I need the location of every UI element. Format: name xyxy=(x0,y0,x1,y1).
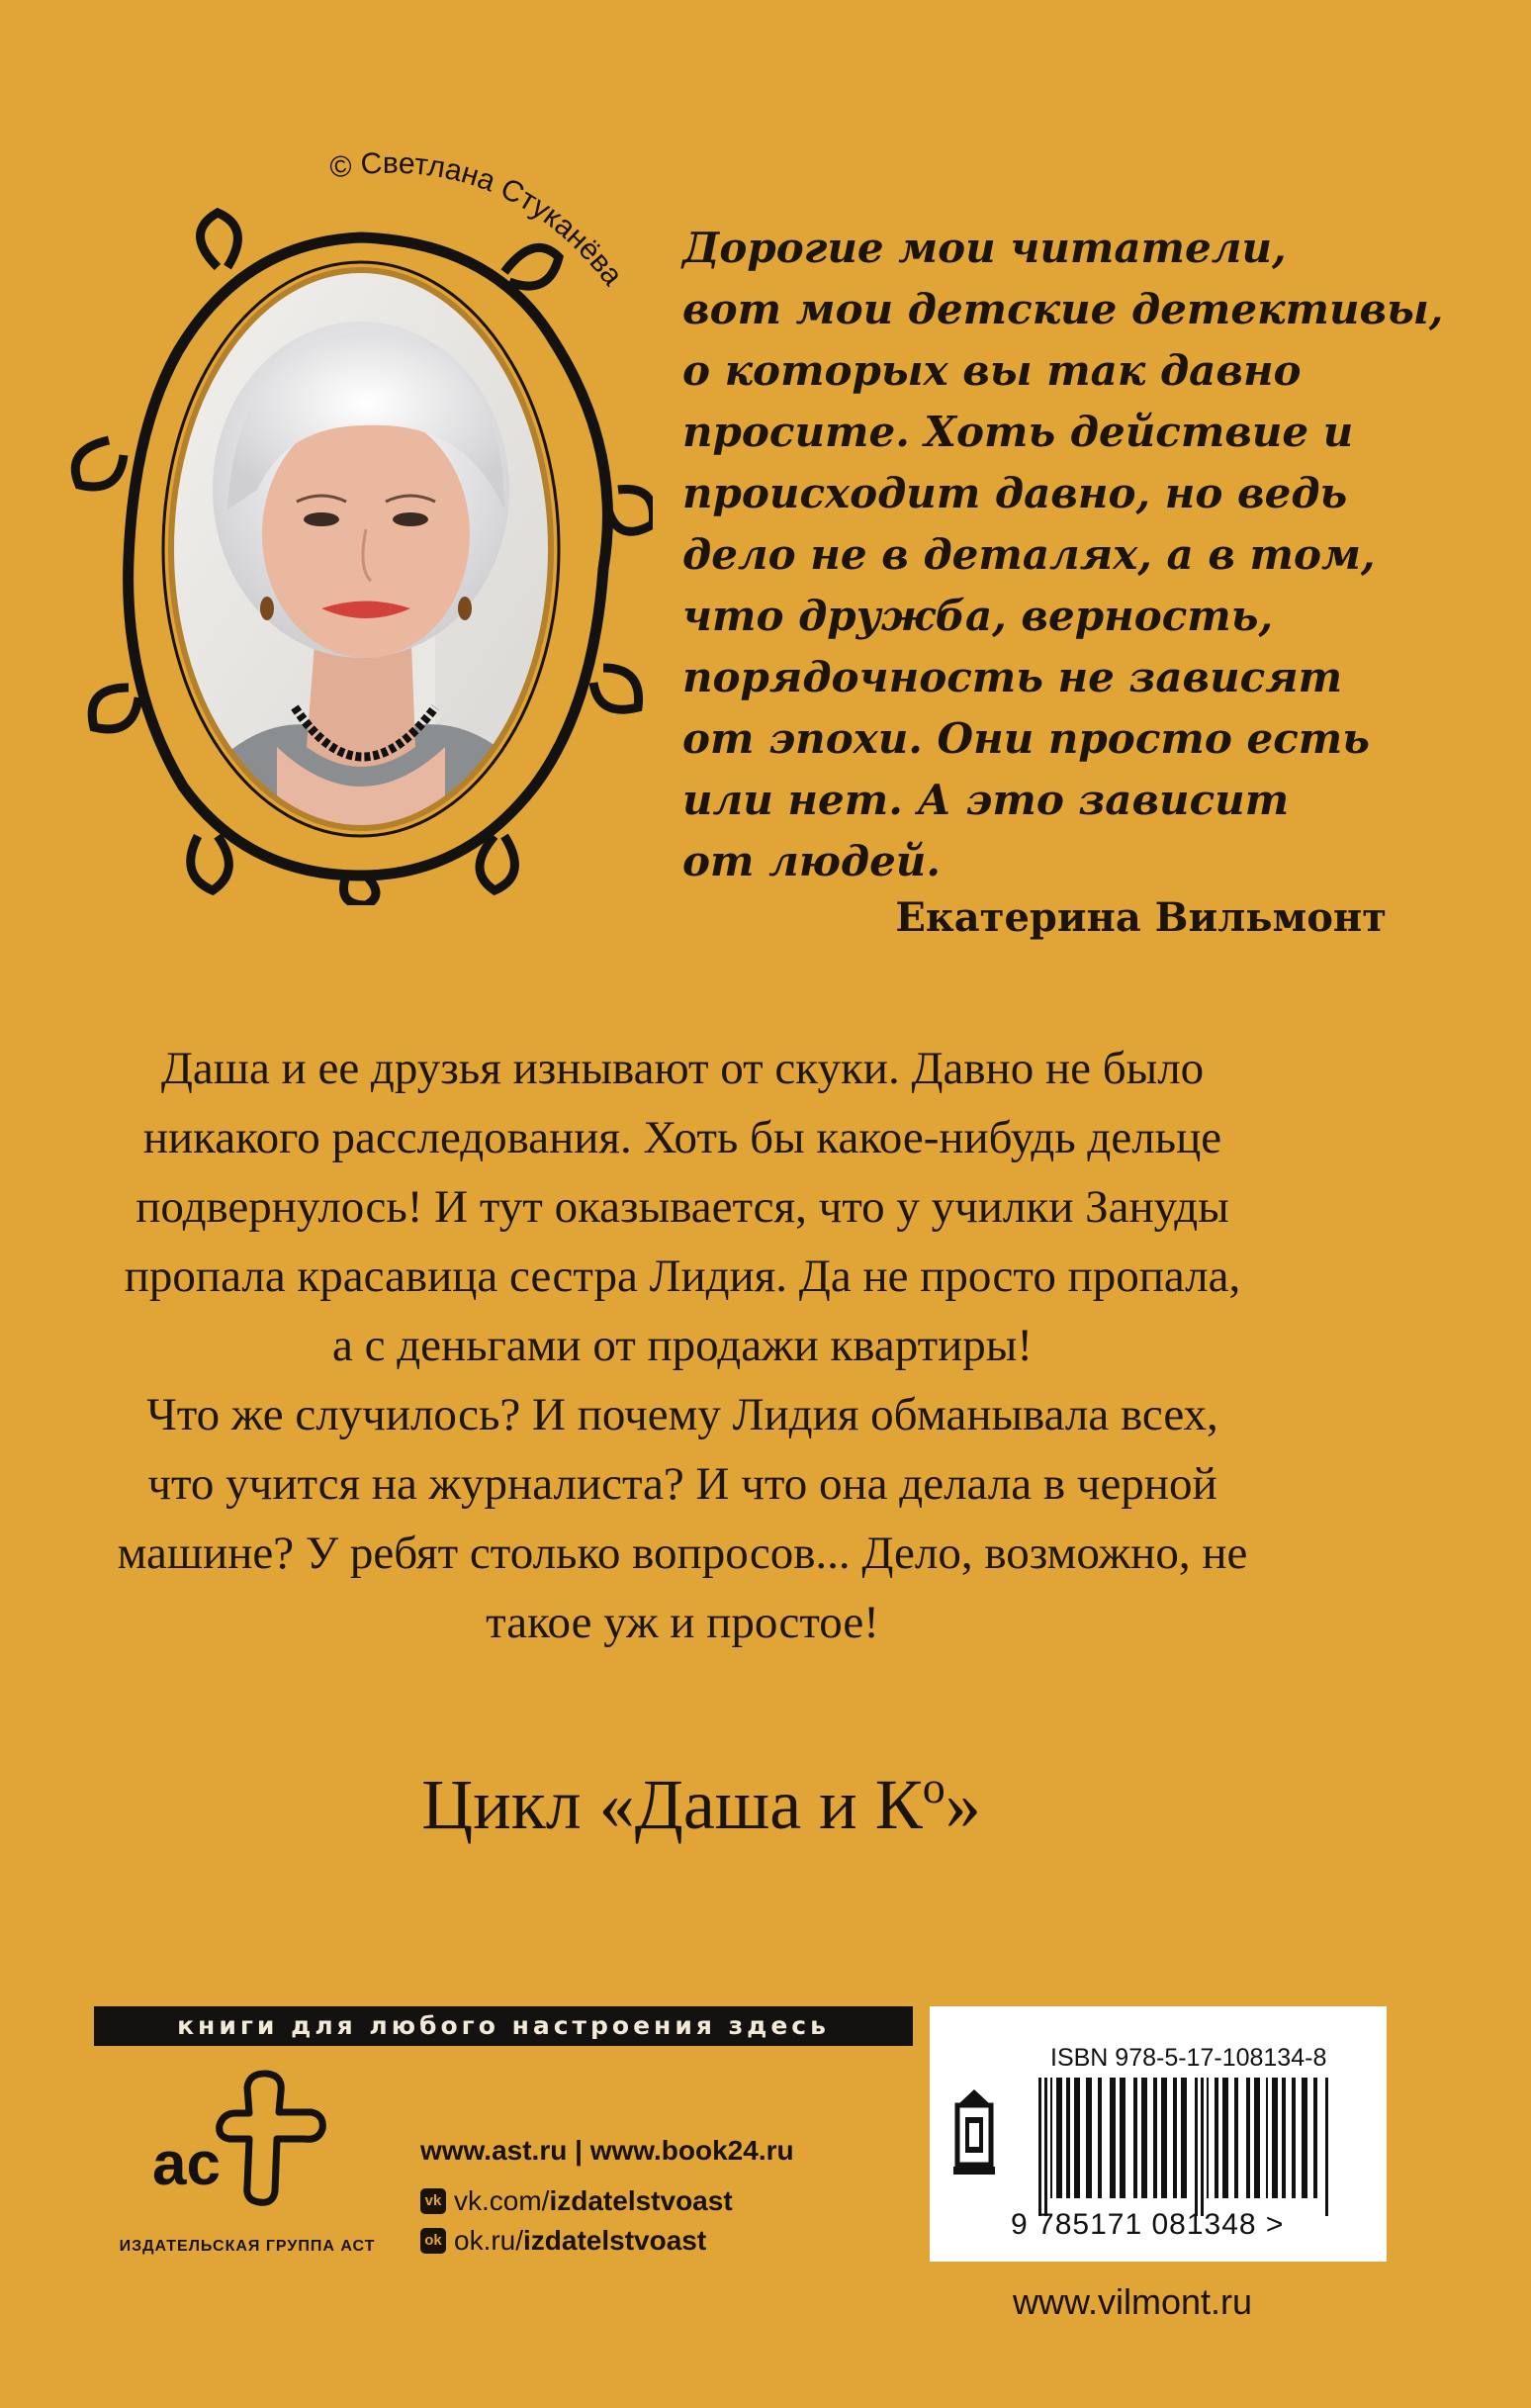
barcode-bar xyxy=(1173,2078,1177,2198)
lantern-icon xyxy=(949,2087,999,2182)
series-title-text: Цикл «Даша и К xyxy=(421,1765,923,1844)
barcode-bar xyxy=(1313,2078,1317,2198)
barcode-bar xyxy=(1044,2078,1047,2216)
barcode-bar xyxy=(1292,2078,1296,2198)
publisher-websites[interactable]: www.ast.ru | www.book24.ru xyxy=(420,2135,794,2166)
barcode-bar xyxy=(1153,2078,1157,2198)
barcode-bar xyxy=(1098,2078,1102,2198)
annotation-line: машине? У ребят столько вопросов... Дело, возможно, не xyxy=(117,1528,1248,1579)
ast-logo xyxy=(138,2068,326,2206)
barcode-bar xyxy=(1195,2078,1198,2216)
barcode-bar xyxy=(1254,2078,1260,2198)
quote-line: от эпохи. Они просто есть xyxy=(682,714,1370,763)
barcode-bar xyxy=(1056,2078,1062,2198)
author-portrait xyxy=(69,193,653,905)
quote-line: вот мои детские детективы, xyxy=(682,285,1444,333)
barcode-bar xyxy=(1120,2078,1126,2198)
promo-banner: книги для любого настроения здесь xyxy=(94,2006,913,2046)
social-prefix: ok.ru/ xyxy=(454,2225,524,2256)
barcode-bar xyxy=(1086,2078,1092,2198)
barcode-bar xyxy=(1161,2078,1167,2198)
social-prefix: vk.com/ xyxy=(454,2185,550,2216)
barcode-bar xyxy=(1325,2078,1328,2216)
ast-logo-text: ac xyxy=(152,2130,221,2198)
barcode-bar xyxy=(1302,2078,1307,2198)
barcode-bar xyxy=(1181,2078,1187,2198)
quote-line: дело не в деталях, а в том, xyxy=(682,530,1376,579)
barcode-bar xyxy=(1266,2078,1268,2198)
barcode-bar xyxy=(1234,2078,1238,2198)
quote-line: от людей. xyxy=(682,837,941,885)
annotation-line: Даша и ее друзья изнывают от скуки. Давно не было xyxy=(160,1043,1205,1094)
quote-line: просите. Хоть действие и xyxy=(682,408,1354,456)
series-title-close: » xyxy=(945,1765,981,1844)
barcode-bar xyxy=(1066,2078,1070,2198)
vk-icon: vk xyxy=(420,2188,446,2214)
annotation-line: подвернулось! И тут оказывается, что у училки Зануды xyxy=(135,1181,1229,1233)
social-link-vk[interactable] xyxy=(420,2184,733,2218)
social-handle: izdatelstvoast xyxy=(549,2185,733,2216)
author-website[interactable]: www.vilmont.ru xyxy=(1013,2281,1253,2322)
quote-line: что дружба, верность, xyxy=(682,592,1274,640)
barcode xyxy=(1035,2078,1331,2216)
barcode-bar xyxy=(1222,2078,1228,2198)
barcode-bar xyxy=(1201,2078,1204,2216)
barcode-bar xyxy=(1074,2078,1080,2198)
social-handle: izdatelstvoast xyxy=(523,2225,707,2256)
barcode-bar xyxy=(1207,2078,1209,2198)
annotation-line: пропала красавица сестра Лидия. Да не просто пропала, xyxy=(124,1250,1241,1302)
barcode-digits: 9 785171 081348 > xyxy=(1011,2208,1285,2241)
barcode-bar xyxy=(1133,2078,1137,2198)
annotation-line: Что же случилось? И почему Лидия обманывала всех, xyxy=(146,1389,1218,1440)
ok-icon: ok xyxy=(420,2228,446,2254)
isbn-text: ISBN 978-5-17-108134-8 xyxy=(1050,2044,1327,2072)
barcode-bar xyxy=(1110,2078,1116,2198)
quote-line: происходит давно, но ведь xyxy=(682,469,1348,517)
publisher-caption: ИЗДАТЕЛЬСКАЯ ГРУППА АСТ xyxy=(119,2238,376,2255)
quote-author: Екатерина Вильмонт xyxy=(895,894,1387,941)
annotation-line: такое уж и простое! xyxy=(486,1597,879,1648)
series-title xyxy=(0,1761,1402,1846)
book-annotation xyxy=(40,1034,1325,1657)
series-title-superscript: о xyxy=(922,1762,946,1812)
author-quote xyxy=(682,218,1444,892)
barcode-bar xyxy=(1038,2078,1041,2216)
annotation-line: что учится на журналиста? И что она делала в черной xyxy=(147,1458,1217,1510)
barcode-bar xyxy=(1272,2078,1278,2198)
quote-line: порядочность не зависят xyxy=(682,653,1343,701)
quote-line: или нет. А это зависит xyxy=(682,776,1290,824)
social-link-ok[interactable] xyxy=(420,2224,706,2258)
barcode-bar xyxy=(1050,2078,1052,2198)
photo-credit-text: © Светлана Стуканёва xyxy=(327,148,629,292)
quote-line: о которых вы так давно xyxy=(682,346,1302,395)
portrait-photo xyxy=(158,252,574,866)
quote-line: Дорогие мои читатели, xyxy=(682,224,1287,272)
annotation-line: а с деньгами от продажи квартиры! xyxy=(331,1320,1034,1371)
barcode-bar xyxy=(1246,2078,1250,2198)
annotation-line: никакого расследования. Хоть бы какое-нибудь дельце xyxy=(142,1112,1222,1163)
barcode-bar xyxy=(1141,2078,1147,2198)
barcode-bar xyxy=(1282,2078,1286,2198)
barcode-bar xyxy=(1215,2078,1218,2198)
